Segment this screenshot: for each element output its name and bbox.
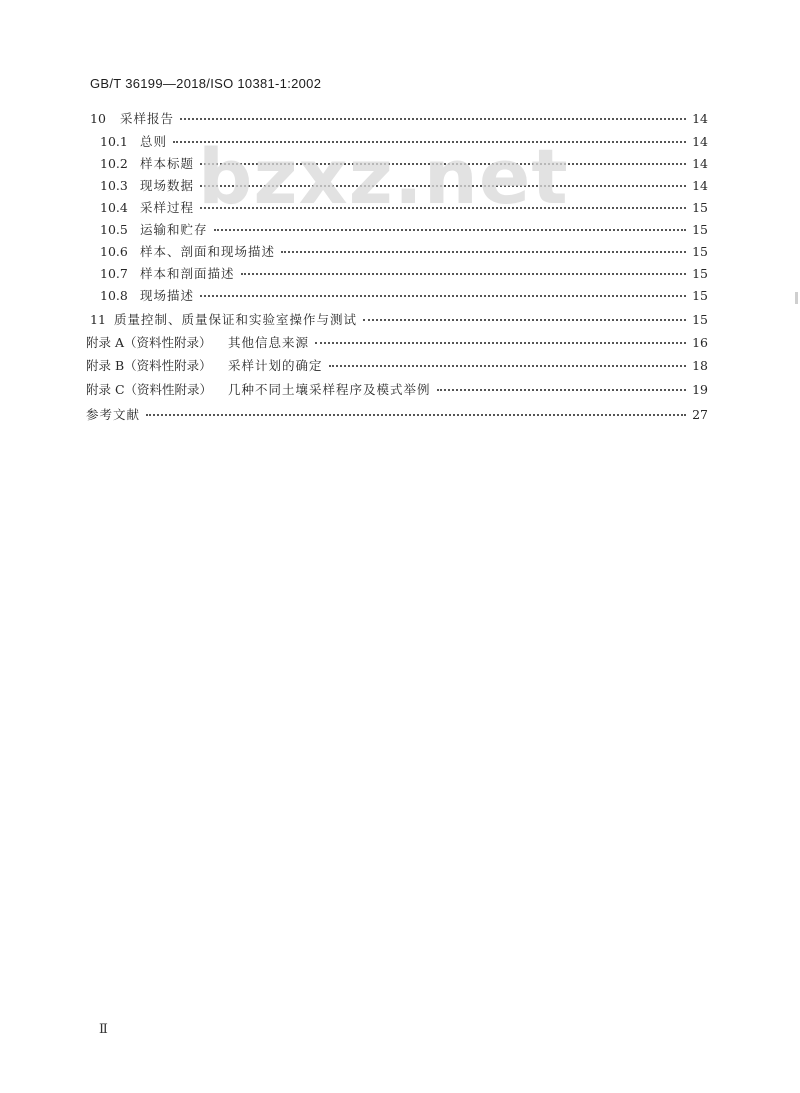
- toc-entry-10-2[interactable]: [100, 154, 708, 174]
- dot-leader: [363, 318, 686, 321]
- toc-entry-annex-b[interactable]: [86, 356, 708, 376]
- toc-entry-title: 现场描述: [140, 288, 195, 303]
- dot-leader: [200, 162, 686, 165]
- toc-entry-title: 现场数据: [140, 178, 195, 193]
- toc-entry-title: 采样计划的确定: [228, 358, 323, 373]
- toc-entry-page: 14: [692, 156, 708, 171]
- toc-entry-page: 15: [692, 312, 708, 327]
- toc-entry-page: 14: [692, 111, 708, 126]
- toc-entry-number: 11: [90, 312, 106, 327]
- toc-entry-number: 10.3: [100, 178, 128, 193]
- toc-entry-number: 10.2: [100, 156, 128, 171]
- toc-entry-10-6[interactable]: [100, 242, 708, 262]
- toc-entry-number: 附录 B（资料性附录）: [86, 358, 212, 373]
- toc-entry-page: 14: [692, 134, 708, 149]
- toc-entry-page: 15: [692, 288, 708, 303]
- dot-leader: [180, 117, 686, 120]
- dot-leader: [200, 206, 686, 209]
- toc-entry-title: 样本和剖面描述: [140, 266, 235, 281]
- toc-entry-number: 附录 C（资料性附录）: [86, 382, 213, 397]
- toc-entry-number: 10.6: [100, 244, 128, 259]
- toc-entry-title: 质量控制、质量保证和实验室操作与测试: [114, 312, 358, 327]
- toc-entry-title: 参考文献: [86, 407, 141, 422]
- toc-entry-title: 几种不同土壤采样程序及模式举例: [228, 382, 431, 397]
- toc-entry-10-8[interactable]: [100, 286, 708, 306]
- toc-entry-page: 15: [692, 244, 708, 259]
- toc-entry-page: 15: [692, 266, 708, 281]
- toc-entry-page: 15: [692, 222, 708, 237]
- toc-entry-10-4[interactable]: [100, 198, 708, 218]
- dot-leader: [281, 250, 686, 253]
- toc-entry-page: 16: [692, 335, 708, 350]
- toc-entry-number: 10.8: [100, 288, 128, 303]
- dot-leader: [329, 364, 686, 367]
- page-number: Ⅱ: [99, 1022, 108, 1037]
- toc-entry-title: 运输和贮存: [140, 222, 208, 237]
- dot-leader: [200, 294, 686, 297]
- toc-entry-10[interactable]: [90, 109, 708, 129]
- toc-entry-page: 27: [692, 407, 708, 422]
- toc-entry-annex-a[interactable]: [86, 333, 708, 353]
- dot-leader: [315, 341, 686, 344]
- toc-entry-title: 采样报告: [120, 111, 175, 126]
- scan-edge-mark: [795, 292, 798, 304]
- toc-entry-number: 10.4: [100, 200, 128, 215]
- toc-entry-references[interactable]: [86, 405, 708, 425]
- dot-leader: [437, 388, 686, 391]
- toc-entry-annex-c[interactable]: [86, 380, 708, 400]
- toc-entry-number: 附录 A（资料性附录）: [86, 335, 212, 350]
- dot-leader: [241, 272, 686, 275]
- toc-entry-number: 10.5: [100, 222, 128, 237]
- document-header: GB/T 36199—2018/ISO 10381-1:2002: [90, 76, 322, 91]
- toc-entry-title: 采样过程: [140, 200, 195, 215]
- toc-entry-10-1[interactable]: [100, 132, 708, 152]
- dot-leader: [173, 140, 686, 143]
- toc-entry-number: 10.7: [100, 266, 128, 281]
- toc-entry-title: 其他信息来源: [228, 335, 310, 350]
- toc-entry-11[interactable]: [90, 310, 708, 330]
- toc-entry-page: 14: [692, 178, 708, 193]
- dot-leader: [214, 228, 686, 231]
- watermark: bzxz.net: [198, 132, 569, 221]
- toc-entry-page: 15: [692, 200, 708, 215]
- toc-entry-title: 总则: [140, 134, 168, 149]
- dot-leader: [146, 413, 686, 416]
- toc-entry-10-5[interactable]: [100, 220, 708, 240]
- toc-entry-10-7[interactable]: [100, 264, 708, 284]
- toc-entry-10-3[interactable]: [100, 176, 708, 196]
- toc-entry-page: 19: [692, 382, 708, 397]
- toc-entry-title: 样本、剖面和现场描述: [140, 244, 276, 259]
- dot-leader: [200, 184, 686, 187]
- toc-entry-number: 10: [90, 111, 106, 126]
- toc-entry-page: 18: [692, 358, 708, 373]
- toc-entry-title: 样本标题: [140, 156, 195, 171]
- toc-entry-number: 10.1: [100, 134, 128, 149]
